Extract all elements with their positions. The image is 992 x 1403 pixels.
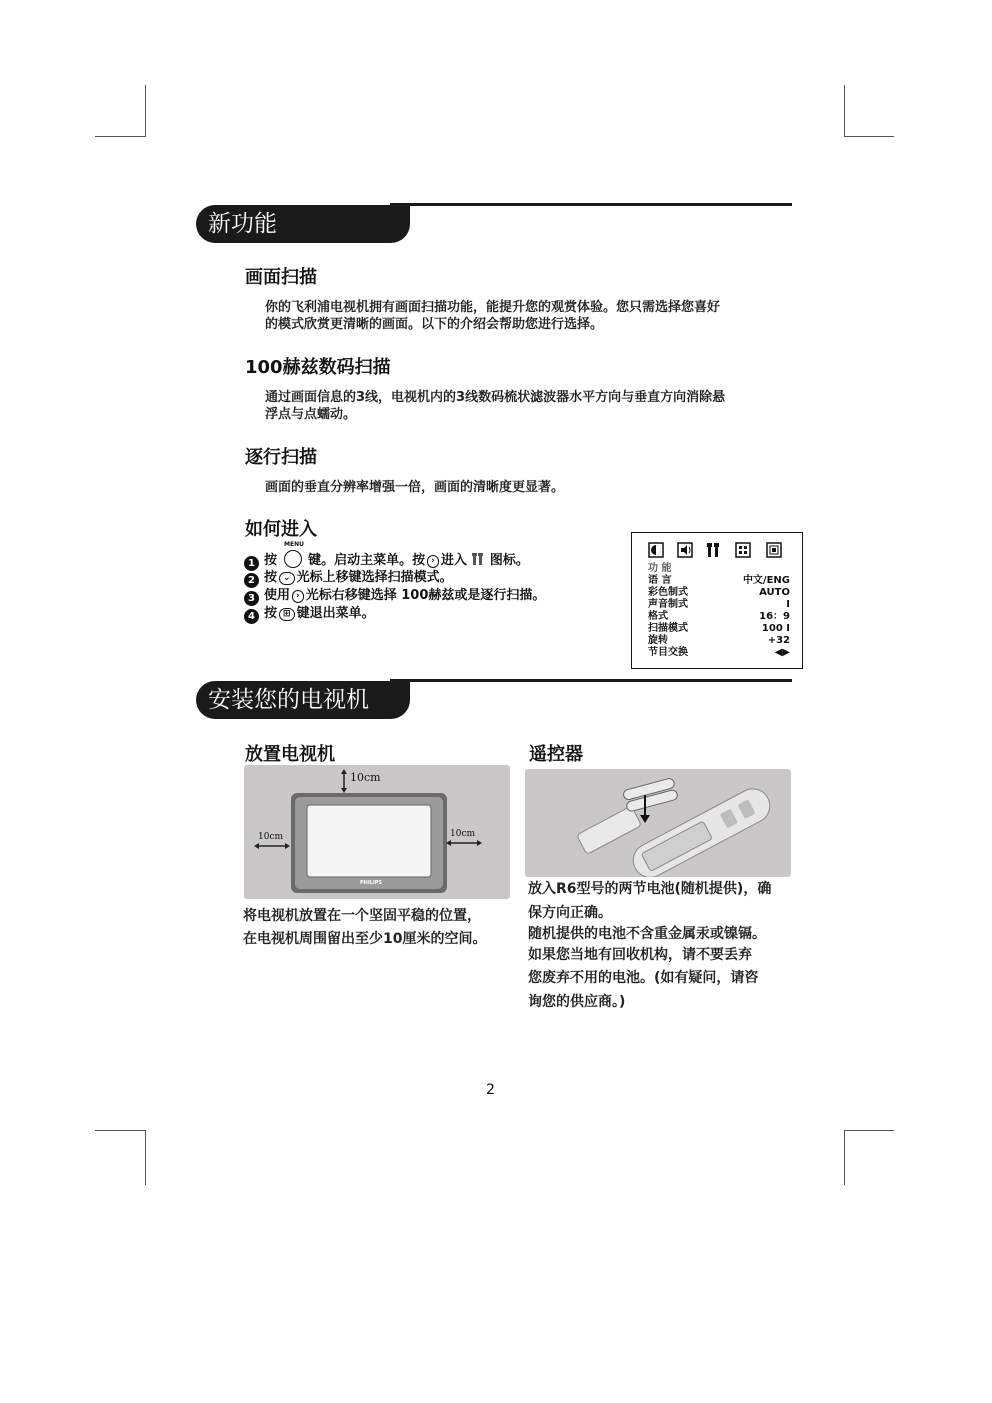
scan-text-line: 的模式欣赏更清晰的画面。以下的介绍会帮助您进行选择。 <box>265 317 604 332</box>
crop-mark <box>844 1130 845 1185</box>
step-text: 图标。 <box>489 553 529 568</box>
remote-caption-line: 放入R6型号的两节电池(随机提供)，确 <box>528 881 772 897</box>
scan-text-line: 你的飞利浦电视机拥有画面扫描功能，能提升您的观赏体验。您只需选择您喜好 <box>265 300 721 315</box>
step-number: 4 <box>244 609 259 624</box>
step-3 <box>244 587 545 606</box>
cursor-right-key-icon: › <box>292 590 304 603</box>
features-icon <box>471 552 485 572</box>
menu-key-label: MENU <box>284 541 304 548</box>
step-number: 2 <box>244 573 259 588</box>
crop-mark <box>145 1130 146 1185</box>
step-number: 3 <box>244 591 259 606</box>
heading-progressive-scan: 逐行扫描 <box>245 447 317 468</box>
heading-remote: 遥控器 <box>529 744 583 765</box>
remote-caption-line: 如果您当地有回收机构，请不要丢弃 <box>528 947 752 963</box>
cursor-down-key-icon: ⌄ <box>279 572 295 585</box>
step-4 <box>244 605 375 624</box>
crop-mark <box>95 136 145 137</box>
step-text: 键退出菜单。 <box>296 606 375 621</box>
install-icon <box>735 542 751 558</box>
step-2 <box>244 569 453 588</box>
step-text: 光标右移键选择 100赫兹或是逐行扫描。 <box>305 588 546 603</box>
remote-caption-line: 随机提供的电池不含重金属汞或镍镉。 <box>528 926 766 942</box>
sound-icon <box>677 542 693 558</box>
hz-text-line: 浮点与点蠕动。 <box>265 407 357 422</box>
heading-how-to-enter: 如何进入 <box>245 519 317 540</box>
crop-mark <box>845 136 894 137</box>
section-banner-install: 安装您的电视机 <box>196 681 410 719</box>
cursor-right-key-icon: › <box>427 555 439 568</box>
osd-menu-row: 彩色制式 AUTO <box>648 587 790 598</box>
menu-key-icon <box>284 550 302 568</box>
step-text: 光标上移键选择扫描模式。 <box>296 570 453 585</box>
osd-menu-title: 功 能 <box>648 563 672 574</box>
step-text: 使用 <box>264 588 291 603</box>
mode-icon <box>766 542 782 558</box>
section-rule <box>390 679 792 682</box>
features-icon <box>705 542 721 558</box>
crop-mark <box>844 85 845 137</box>
osd-menu-row: 扫描模式 100 I <box>648 623 790 634</box>
heading-100hz: 100赫兹数码扫描 <box>245 357 391 378</box>
crop-mark <box>845 1130 894 1131</box>
picture-icon <box>648 542 664 558</box>
crop-mark <box>145 85 146 137</box>
placement-caption-line: 在电视机周围留出至少10厘米的空间。 <box>243 931 487 947</box>
progressive-text-line: 画面的垂直分辨率增强一倍，画面的清晰度更显著。 <box>265 480 565 495</box>
step-text: 按 <box>264 553 278 568</box>
remote-battery-illustration <box>525 769 791 877</box>
section-banner-new-features: 新功能 <box>196 205 410 243</box>
tv-brand-label: PHILIPS <box>360 880 383 886</box>
dimension-label-right: 10cm <box>450 829 476 839</box>
crop-mark <box>95 1130 145 1131</box>
osd-menu-row: 语 言 中文/ENG <box>648 575 790 586</box>
hz-text-line: 通过画面信息的3线，电视机内的3线数码梳状滤波器水平方向与垂直方向消除悬 <box>265 390 726 405</box>
osd-menu-row: 声音制式 I <box>648 599 790 610</box>
placement-caption-line: 将电视机放置在一个坚固平稳的位置， <box>243 908 481 924</box>
remote-caption-line: 保方向正确。 <box>528 905 612 921</box>
remote-caption-line: 您废弃不用的电池。(如有疑问，请咨 <box>528 970 759 986</box>
step-number: 1 <box>244 556 259 571</box>
remote-caption-line: 询您的供应商。) <box>528 994 626 1010</box>
tv-placement-illustration <box>244 765 510 899</box>
page-number: 2 <box>486 1082 495 1098</box>
step-text: 进入 <box>440 553 467 568</box>
heading-screen-scan: 画面扫描 <box>245 267 317 288</box>
dimension-label-left: 10cm <box>258 832 284 842</box>
heading-placement: 放置电视机 <box>245 744 335 765</box>
section-rule <box>390 203 792 206</box>
step-text: 键。启动主菜单。按 <box>308 553 426 568</box>
step-text: 按 <box>264 570 278 585</box>
dimension-label-top: 10cm <box>350 771 381 784</box>
osd-menu-row: 格式 16：9 <box>648 611 790 622</box>
osd-menu-row: 旋转 +32 <box>648 635 790 646</box>
osd-menu-row: 节目交换 ◀▶ <box>648 647 790 658</box>
step-text: 按 <box>264 606 278 621</box>
exit-key-icon: ⊞ <box>279 608 295 621</box>
osd-menu <box>631 532 803 669</box>
